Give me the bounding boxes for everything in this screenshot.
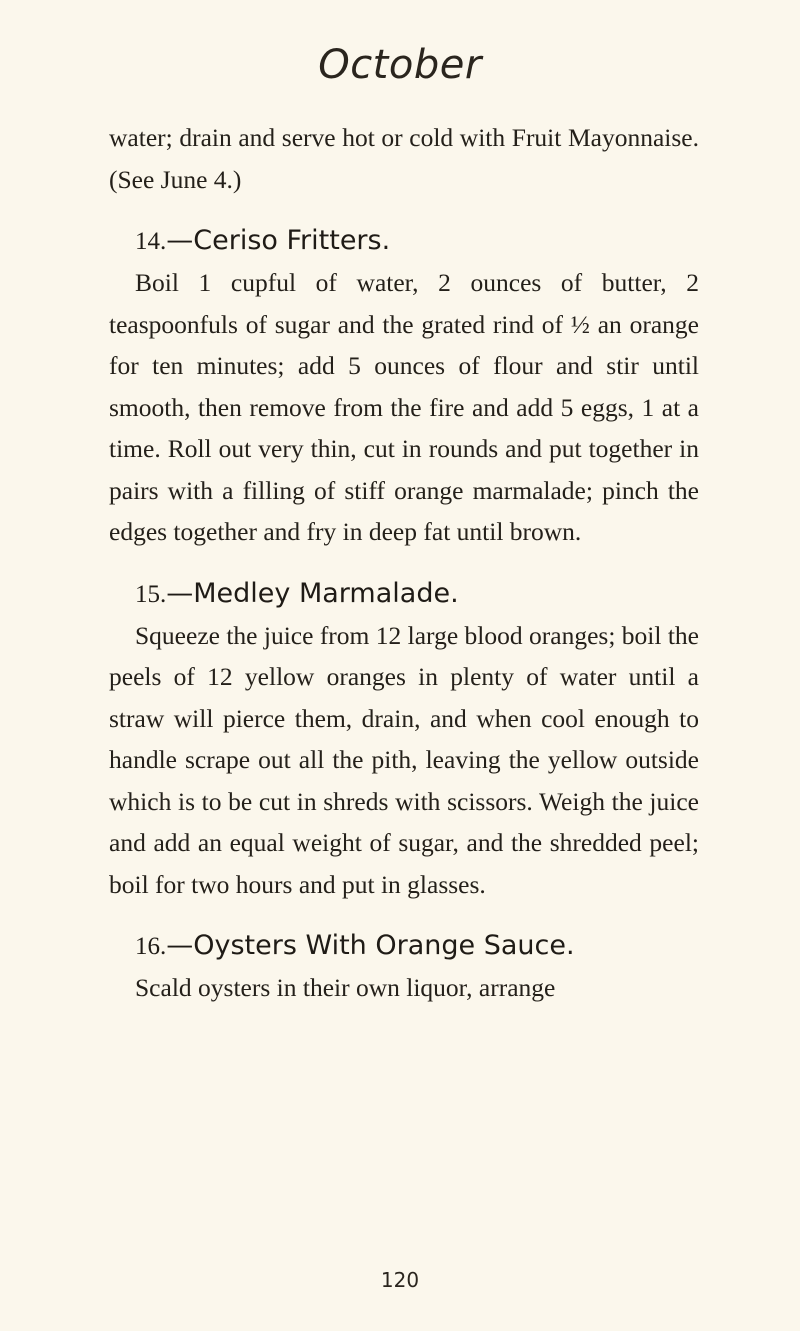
recipe-number: 15.	[135, 580, 167, 608]
recipe-body-14: Boil 1 cupful of water, 2 ounces of butter, 2 teaspoonfuls of sugar and the grated rind of ½ an orange for ten minutes; add 5 ounces of flour and stir until smooth, then remove from the fire and add 5 eggs, 1 at a time. Roll out very thin, cut in rounds and put together in pairs with a filling of stiff orange marmalade; pinch the edges together and fry in deep fat until brown.	[109, 268, 699, 546]
recipe-number: 14.	[135, 228, 167, 255]
recipe-heading-14	[109, 220, 699, 262]
recipe-dash: —	[166, 225, 194, 256]
page-number: 120	[380, 1268, 420, 1292]
recipe-number: 16.	[135, 933, 167, 960]
running-head: October	[318, 42, 482, 88]
recipe-heading-16	[109, 925, 699, 967]
continuation-paragraph: water; drain and serve hot or cold with Fruit Mayonnaise. (See June 4.)	[109, 123, 699, 194]
recipe-heading-15	[109, 573, 699, 615]
recipe-dash: —	[166, 930, 194, 961]
recipe-body-15: Squeeze the juice from 12 large blood oranges; boil the peels of 12 yellow oranges in plenty of water until a straw will pierce them, drain, and when cool enough to handle scrape out all the pith, leaving the yellow outside which is to be cut in shreds with scissors. Weigh the juice and add an equal weight of sugar, and the shredded peel; boil for two hours and put in glasses.	[109, 620, 699, 899]
recipe-body-16: Scald oysters in their own liquor, arrange	[135, 973, 556, 1002]
recipe-title: Ceriso Fritters.	[193, 225, 391, 256]
recipe-dash: —	[166, 577, 194, 609]
text-block	[109, 117, 699, 1009]
recipe-title: Oysters With Orange Sauce.	[193, 930, 575, 961]
recipe-title: Medley Marmalade.	[193, 577, 459, 609]
